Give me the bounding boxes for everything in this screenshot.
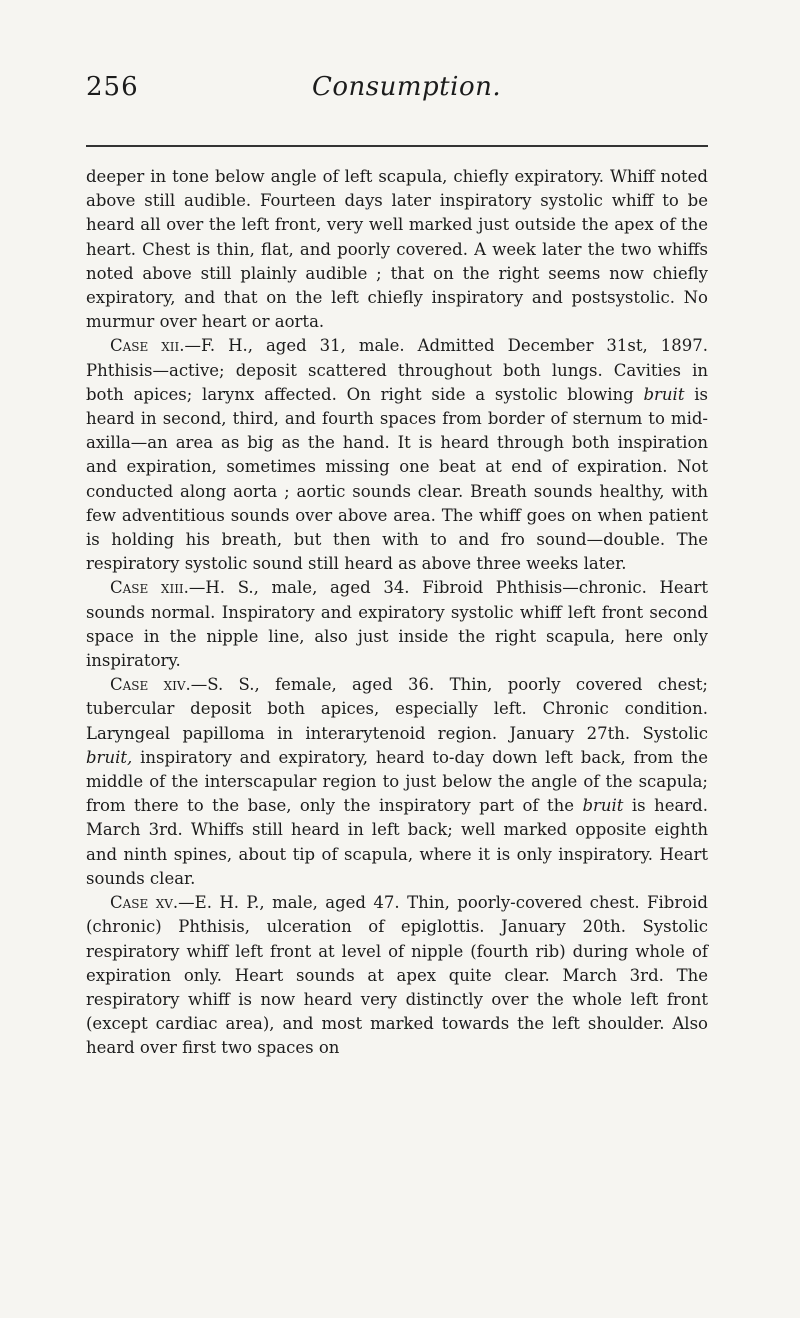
case-13-paragraph: [86, 576, 708, 673]
italic-term: bruit: [643, 384, 685, 404]
page-header: [86, 72, 712, 112]
header-rule: [86, 145, 708, 147]
case-heading: Case xii.: [110, 336, 185, 356]
case-15-paragraph: [86, 891, 708, 1060]
paragraph-text: —S. S., female, aged 36. Thin, poorly covered chest; tubercular deposit both apices, especially left. Chronic condition. Laryngeal papilloma in interarytenoid region. January 27th. Systolic: [86, 675, 708, 743]
paragraph-text: —H. S., male, aged 34. Fibroid Phthisis—chronic. Heart sounds normal. Inspiratory and expiratory systolic whiff left front second space in the nipple line, also just inside the right scapula, here only inspiratory.: [86, 578, 708, 671]
paragraph-text: —E. H. P., male, aged 47. Thin, poorly-covered chest. Fibroid (chronic) Phthisis, ulceration of epiglottis. January 20th. Systolic respiratory whiff left front at level of nipple (fourth rib) during whole of expiration only. Heart sounds at apex quite clear. March 3rd. The respiratory whiff is now heard very distinctly over the whole left front (except cardiac area), and most marked towards the left shoulder. Also heard over first two spaces on: [86, 893, 708, 1058]
page-body: [86, 165, 708, 1061]
italic-term: bruit: [582, 796, 624, 816]
case-heading: Case xv.: [110, 893, 179, 913]
paragraph-text: is heard. March 3rd. Whiffs still heard in left back; well marked opposite eighth and ninth spines, about tip of scapula, where it is only inspiratory. Heart sounds clear.: [86, 796, 708, 888]
page-number: 256: [86, 72, 139, 102]
running-title: Consumption.: [312, 72, 502, 102]
paragraph-text: —F. H., aged 31, male. Admitted December 31st, 1897. Phthisis—active; deposit scattered throughout both lungs. Cavities in both apices; larynx affected. On right side a systolic blowing: [86, 336, 708, 404]
paragraph-text: deeper in tone below angle of left scapula, chiefly expiratory. Whiff noted above still audible. Fourteen days later inspiratory systolic whiff to be heard all over the left front, very well marked just outside the apex of the heart. Chest is thin, flat, and poorly covered. A week later the two whiffs noted above still plainly audible ; that on the right seems now chiefly expiratory, and that on the left chiefly inspiratory and postsystolic. No murmur over heart or aorta.: [86, 167, 708, 332]
case-12-paragraph: [86, 334, 708, 576]
paragraph-text: is heard in second, third, and fourth spaces from border of sternum to mid-axilla—an area as big as the hand. It is heard through both inspiration and expiration, sometimes missing one beat at end of expiration. Not conducted along aorta ; aortic sounds clear. Breath sounds healthy, with few adventitious sounds over above area. The whiff goes on when patient is holding his breath, but then with to and fro sound—double. The respiratory systolic sound still heard as above three weeks later.: [86, 384, 708, 574]
case-14-paragraph: [86, 673, 708, 891]
paragraph-text: inspiratory and expiratory, heard to-day down left back, from the middle of the interscapular region to just below the angle of the scapula; from there to the base, only the inspiratory part of the: [86, 747, 708, 816]
italic-term: bruit,: [86, 747, 133, 767]
case-heading: Case xiii.: [110, 578, 189, 598]
case-heading: Case xiv.: [110, 675, 191, 695]
paragraph-continuation: [86, 165, 708, 334]
